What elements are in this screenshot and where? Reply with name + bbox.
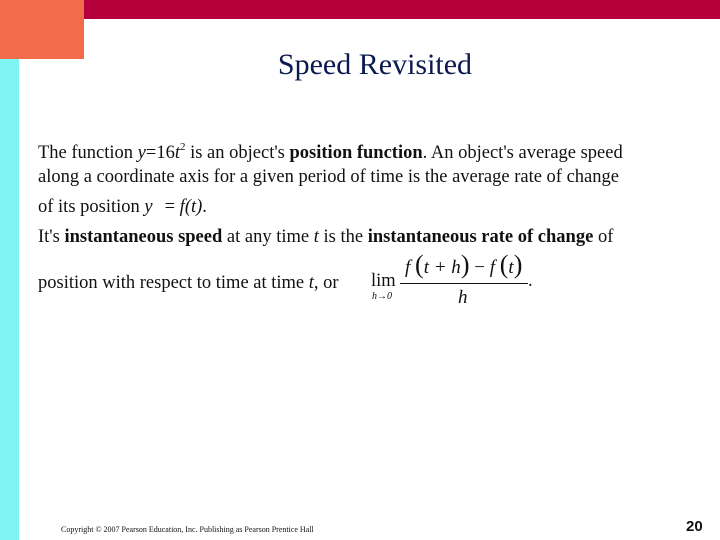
var-y: y — [137, 143, 146, 163]
eq: =16 — [145, 143, 175, 163]
fraction-bar — [400, 283, 528, 284]
side-accent-bar — [0, 59, 19, 540]
paren-open: ( — [499, 250, 509, 279]
text: is the — [318, 227, 368, 247]
term-instantaneous-speed: instantaneous speed — [64, 227, 223, 247]
inner-expression: t — [508, 257, 514, 278]
body-line-4 — [38, 225, 613, 249]
func-f: f — [405, 257, 411, 278]
var-t: t — [313, 227, 319, 247]
minus-sign: − — [469, 257, 490, 278]
var-t: t — [174, 143, 180, 163]
text: of its position — [38, 197, 145, 217]
limit-subscript: h→0 — [372, 291, 392, 302]
paren-close: ) — [460, 250, 470, 279]
body-line-3 — [38, 195, 207, 219]
text: at any time — [222, 227, 314, 247]
text: position with respect to time at time — [38, 273, 309, 293]
body-line-1 — [38, 135, 623, 165]
formula-period: . — [528, 271, 533, 291]
text: of — [593, 227, 614, 247]
text: . An object's average speed — [422, 143, 623, 163]
text: The function — [38, 143, 138, 163]
limit-operator: lim — [371, 271, 396, 291]
period: . — [202, 197, 207, 217]
text: It's — [38, 227, 65, 247]
page-number: 20 — [686, 518, 703, 535]
paren-close: ) — [513, 250, 523, 279]
var-t: t — [308, 273, 314, 293]
fraction-denominator: h — [458, 287, 468, 308]
func-f: f — [179, 197, 185, 217]
copyright-footer: Copyright © 2007 Pearson Education, Inc. Publishing as Pearson Prentice Hall — [61, 525, 314, 534]
term-instantaneous-rate: instantaneous rate of change — [367, 227, 594, 247]
body-line-5 — [38, 271, 339, 295]
top-accent-bar — [84, 0, 720, 19]
var-y: y — [144, 197, 153, 217]
eq: = — [164, 197, 180, 217]
slide-title: Speed Revisited — [277, 48, 473, 81]
paren-open: ( — [415, 250, 424, 279]
body-line-2: along a coordinate axis for a given period of time is the average rate of change — [38, 167, 619, 187]
inner-expression: t + h — [423, 257, 461, 278]
text: is an object's — [185, 143, 290, 163]
term-position-function: position function — [289, 143, 423, 163]
exponent: 2 — [179, 141, 186, 153]
text: , or — [313, 273, 339, 293]
func-f: f — [489, 257, 495, 278]
arg-t: (t) — [184, 197, 203, 217]
fraction-numerator — [405, 250, 523, 279]
